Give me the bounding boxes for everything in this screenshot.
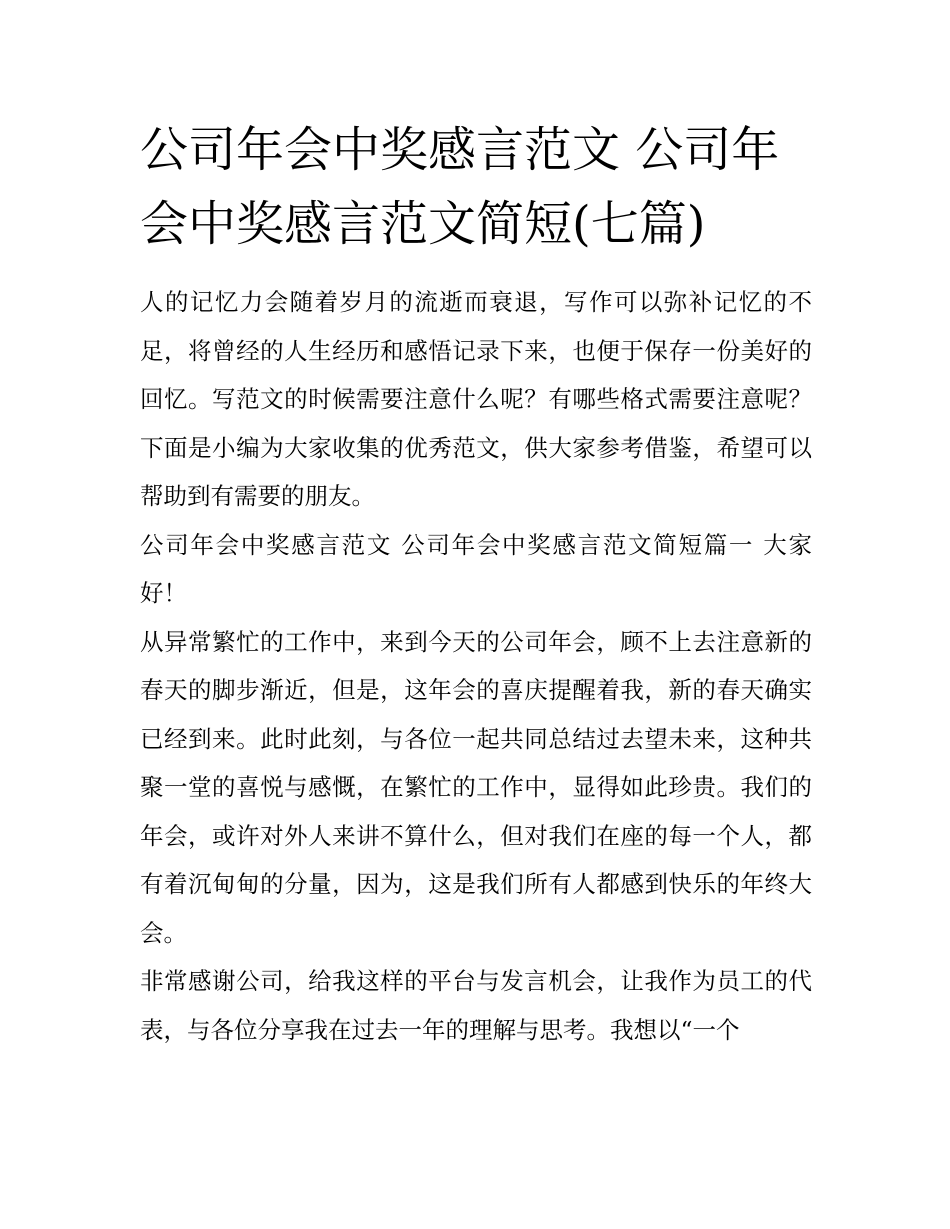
document-title: 公司年会中奖感言范文 公司年会中奖感言范文简短(七篇) (140, 122, 780, 252)
paragraph-intro: 人的记忆力会随着岁月的流逝而衰退，写作可以弥补记忆的不足，将曾经的人生经历和感悟记录下来，也便于保存一份美好的回忆。写范文的时候需要注意什么呢？有哪些格式需要注意呢？下面是小编为大家收集的优秀范文，供大家参考借鉴，希望可以帮助到有需要的朋友。 (140, 288, 812, 510)
paragraph-body-1: 从异常繁忙的工作中，来到今天的公司年会，顾不上去注意新的春天的脚步渐近，但是，这年会的喜庆提醒着我，新的春天确实已经到来。此时此刻，与各位一起共同总结过去望未来，这种共聚一堂的喜悦与感慨，在繁忙的工作中，显得如此珍贵。我们的年会，或许对外人来讲不算什么，但对我们在座的每一个人，都有着沉甸甸的分量，因为，这是我们所有人都感到快乐的年终大会。 (140, 627, 812, 947)
paragraph-body-2: 非常感谢公司，给我这样的平台与发言机会，让我作为员工的代表，与各位分享我在过去一年的理解与思考。我想以“一个 (140, 967, 812, 1044)
paragraph-heading: 公司年会中奖感言范文 公司年会中奖感言范文简短篇一 大家好！ (140, 530, 812, 607)
document-body (140, 278, 812, 1054)
